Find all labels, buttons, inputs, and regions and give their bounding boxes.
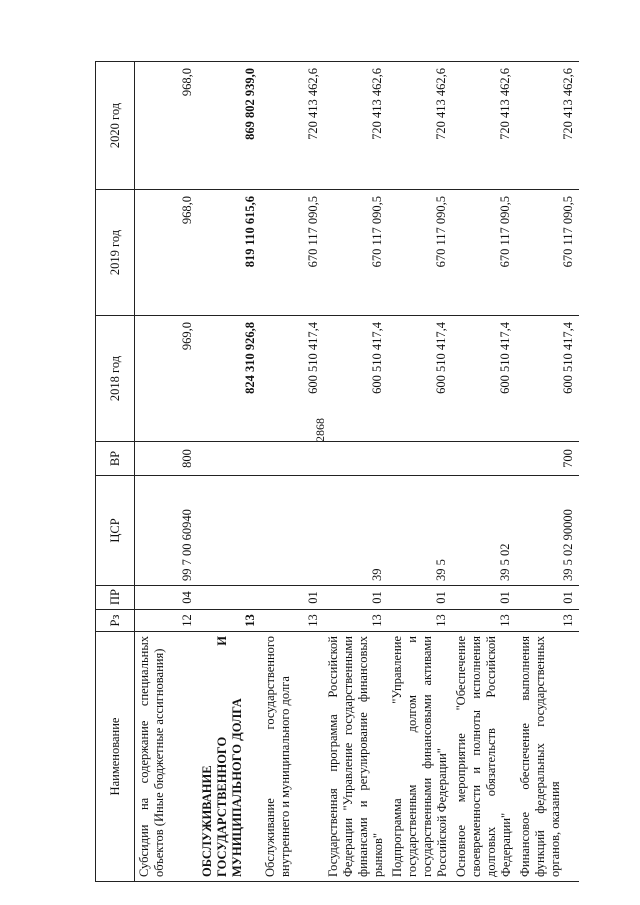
row-value-2020: 720 413 462,6 (261, 62, 324, 190)
row-vr: 700 (516, 442, 579, 476)
row-value-2020: 869 802 939,0 (198, 62, 261, 190)
row-rz: 13 (388, 610, 452, 632)
row-rz: 12 (135, 610, 199, 632)
row-vr: 800 (135, 442, 199, 476)
row-name: Государственная программа Российской Федерации "Управление государственными финансами и регулирование финансовых рынков" (324, 632, 388, 882)
row-vr (261, 442, 324, 476)
header-name: Наименование (96, 632, 135, 882)
row-csr (198, 476, 261, 586)
row-value-2018: 600 510 417,4 (324, 316, 388, 442)
row-value-2018: 600 510 417,4 (388, 316, 452, 442)
row-vr (198, 442, 261, 476)
row-value-2019: 670 117 090,5 (261, 190, 324, 316)
row-pr: 01 (261, 586, 324, 610)
header-vr: ВР (96, 442, 135, 476)
row-value-2019: 670 117 090,5 (452, 190, 516, 316)
row-pr: 04 (135, 586, 199, 610)
row-name: Подпрограмма "Управление государственным долгом и государственными финансовыми активами Российской Федерации" (388, 632, 452, 882)
budget-table-sheet (95, 62, 615, 882)
row-value-2020: 968,0 (135, 62, 199, 190)
header-pr: ПР (96, 586, 135, 610)
row-pr: 01 (516, 586, 579, 610)
row-name: Субсидии на содержание специальных объектов (Иные бюджетные ассигнования) (135, 632, 199, 882)
row-pr: 01 (452, 586, 516, 610)
row-value-2019: 670 117 090,5 (324, 190, 388, 316)
row-csr: 39 5 02 (452, 476, 516, 586)
row-value-2019: 819 110 615,6 (198, 190, 261, 316)
row-value-2020: 720 413 462,6 (516, 62, 579, 190)
row-value-2018: 600 510 417,4 (516, 316, 579, 442)
row-name: Основное мероприятие "Обеспечение своевременности и полноты исполнения долговых обязательств Российской Федерации" (452, 632, 516, 882)
header-rz: Рз (96, 610, 135, 632)
table-row (135, 62, 199, 882)
row-csr: 99 7 00 60940 (135, 476, 199, 586)
row-pr: 01 (388, 586, 452, 610)
row-name: Обслуживание государственного внутреннего и муниципального долга (261, 632, 324, 882)
table-row (516, 62, 579, 882)
row-csr: 39 (324, 476, 388, 586)
row-value-2018: 600 510 417,4 (261, 316, 324, 442)
row-rz: 13 (452, 610, 516, 632)
row-name: ОБСЛУЖИВАНИЕ ГОСУДАРСТВЕННОГО И МУНИЦИПАЛЬНОГО ДОЛГА (198, 632, 261, 882)
table-row (198, 62, 261, 882)
page-number: 2868 (313, 418, 327, 442)
row-pr (198, 586, 261, 610)
row-name: Финансовое обеспечение выполнения функций федеральных государственных органов, оказания (516, 632, 579, 882)
row-value-2020: 720 413 462,6 (388, 62, 452, 190)
table-row (261, 62, 324, 882)
budget-table (95, 61, 579, 882)
row-vr (388, 442, 452, 476)
row-value-2020: 720 413 462,6 (324, 62, 388, 190)
row-value-2018: 824 310 926,8 (198, 316, 261, 442)
row-vr (452, 442, 516, 476)
row-value-2018: 969,0 (135, 316, 199, 442)
table-row (388, 62, 452, 882)
table-row (452, 62, 516, 882)
header-csr: ЦСР (96, 476, 135, 586)
row-csr: 39 5 (388, 476, 452, 586)
table-body (135, 62, 580, 882)
row-value-2019: 670 117 090,5 (388, 190, 452, 316)
table-header-row (96, 62, 135, 882)
table-row (324, 62, 388, 882)
row-rz: 13 (516, 610, 579, 632)
row-csr (261, 476, 324, 586)
row-csr: 39 5 02 90000 (516, 476, 579, 586)
row-pr: 01 (324, 586, 388, 610)
header-2018: 2018 год (96, 316, 135, 442)
row-rz: 13 (198, 610, 261, 632)
row-value-2020: 720 413 462,6 (452, 62, 516, 190)
row-value-2019: 968,0 (135, 190, 199, 316)
row-value-2018: 600 510 417,4 (452, 316, 516, 442)
row-rz: 13 (261, 610, 324, 632)
row-vr (324, 442, 388, 476)
row-rz: 13 (324, 610, 388, 632)
header-2020: 2020 год (96, 62, 135, 190)
row-value-2019: 670 117 090,5 (516, 190, 579, 316)
header-2019: 2019 год (96, 190, 135, 316)
